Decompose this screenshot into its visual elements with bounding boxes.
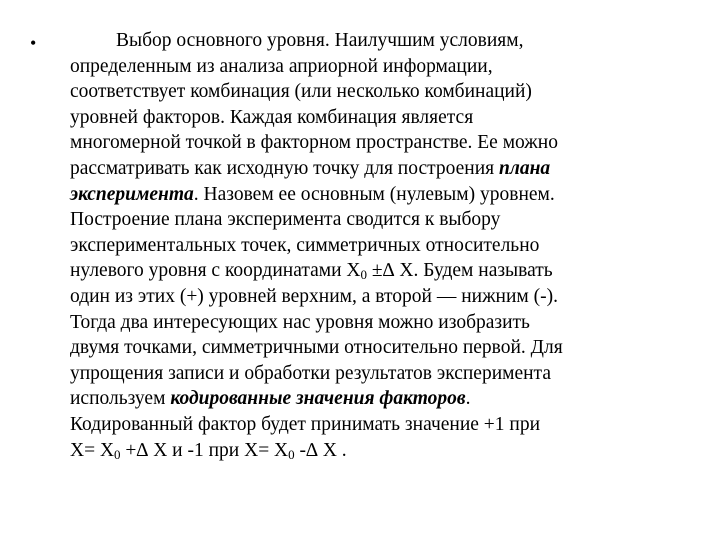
text-line [70, 130, 690, 156]
text-segment: Выбор основного уровня. Наилучшим условиям, [116, 30, 524, 51]
text-segment: уровней факторов. Каждая комбинация является [70, 106, 474, 128]
subscript: 0 [288, 446, 295, 462]
text-segment: двумя точками, симметричными относительно первой. Для [70, 337, 563, 359]
text-segment: Тогда два интересующих нас уровня можно изобразить [70, 311, 530, 333]
emphasis-text: плана [499, 157, 551, 179]
text-line [70, 258, 690, 284]
text-segment: нулевого уровня с координатами Х [70, 260, 361, 282]
text-line [70, 207, 690, 233]
text-segment: один из этих (+) уровней верхним, а второй — нижним (-). [70, 285, 558, 307]
text-segment: -∆ Х . [294, 439, 347, 461]
text-line [70, 105, 690, 131]
text-segment: +∆ Х и -1 при Х= Х [120, 439, 289, 461]
text-segment: экспериментальных точек, симметричных относительно [70, 234, 540, 256]
text-line [70, 412, 690, 438]
text-line [70, 284, 690, 310]
text-line [70, 156, 690, 182]
text-segment: . Назовем ее основным (нулевым) уровнем. [193, 183, 555, 205]
text-line [70, 335, 690, 361]
text-segment: Х= Х [70, 439, 115, 461]
subscript: 0 [114, 446, 121, 462]
text-segment: Кодированный фактор будет принимать значение +1 при [70, 413, 541, 435]
emphasis-text: кодированные значения факторов [170, 388, 466, 410]
paragraph [70, 28, 690, 463]
text-line [70, 438, 690, 464]
text-segment: соответствует комбинация (или несколько комбинаций) [70, 81, 532, 103]
text-line [70, 386, 690, 412]
text-segment: рассматривать как исходную точку для построения [70, 157, 499, 179]
emphasis-text: эксперимента [70, 183, 194, 205]
text-segment: Построение плана эксперимента сводится к выбору [70, 209, 501, 231]
text-line [70, 361, 690, 387]
text-line [70, 28, 690, 54]
subscript: 0 [360, 267, 368, 283]
text-line [70, 310, 690, 336]
text-line [70, 233, 690, 259]
text-line [70, 79, 690, 105]
text-segment: ±∆ Х. Будем называть [367, 260, 553, 282]
text-segment: используем [70, 388, 171, 410]
text-line [70, 182, 690, 208]
text-segment: многомерной точкой в факторном пространстве. Ее можно [70, 132, 558, 154]
text-line [70, 54, 690, 80]
text-segment: определенным из анализа априорной информации, [70, 55, 493, 77]
text-segment: упрощения записи и обработки результатов эксперимента [70, 362, 551, 384]
bullet-marker: • [30, 33, 37, 53]
text-segment: . [465, 388, 471, 410]
